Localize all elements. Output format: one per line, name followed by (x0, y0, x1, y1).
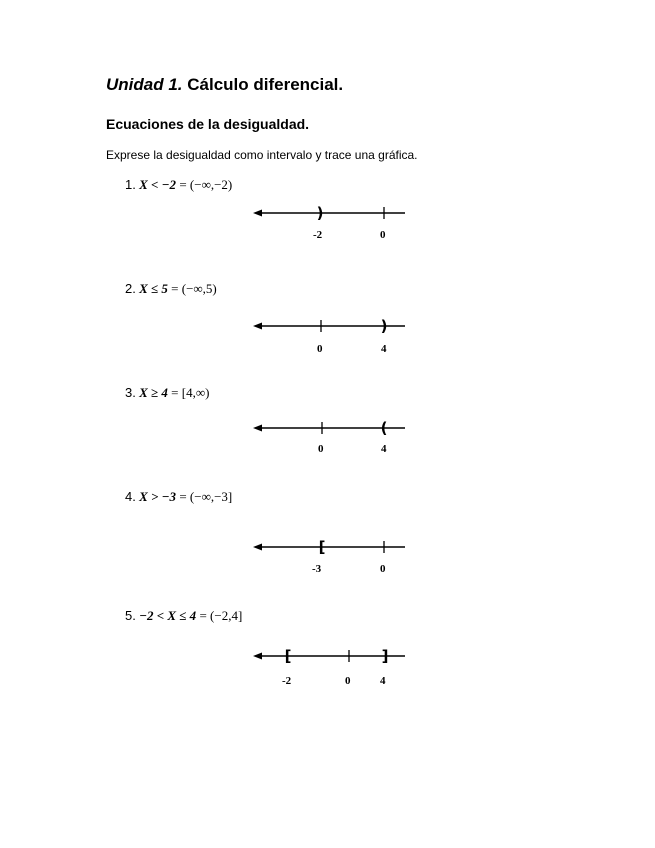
problem-1 (125, 177, 232, 193)
arrow-left-icon (253, 210, 262, 217)
problem-number: 5. (125, 608, 136, 623)
open-paren-endpoint: ) (316, 204, 324, 222)
closed-bracket-endpoint: [ (284, 647, 292, 665)
unit-label: Unidad 1. (106, 75, 183, 94)
problem-3 (125, 385, 209, 401)
problem-inequality: X < −2 (139, 177, 177, 192)
axis-label: -2 (313, 229, 323, 241)
problem-number: 1. (125, 177, 136, 192)
problem-inequality: X > −3 (139, 489, 177, 504)
arrow-left-icon (253, 323, 262, 330)
problem-equals: = (171, 281, 179, 296)
problem-2 (125, 281, 217, 297)
unit-title: Cálculo diferencial. (187, 75, 344, 94)
problem-inequality: −2 < X ≤ 4 (139, 608, 197, 623)
problem-inequality: X ≥ 4 (139, 385, 168, 400)
axis-label: 0 (318, 443, 324, 455)
arrow-left-icon (253, 425, 262, 432)
axis-label: 4 (380, 675, 386, 687)
number-line-3 (250, 415, 410, 445)
problem-interval: (−∞,−2) (189, 177, 233, 192)
number-line-2 (250, 313, 410, 343)
axis-label: 4 (381, 443, 387, 455)
problem-interval: (−∞,5) (181, 281, 217, 296)
section-title: Ecuaciones de la desigualdad. (106, 116, 310, 132)
axis-label: 0 (380, 563, 386, 575)
problem-equals: = (179, 489, 187, 504)
problem-equals: = (171, 385, 179, 400)
closed-bracket-endpoint: ] (381, 647, 389, 665)
axis-label: 0 (317, 343, 323, 355)
problem-interval: [4,∞) (181, 385, 210, 400)
problem-inequality: X ≤ 5 (139, 281, 168, 296)
problem-number: 3. (125, 385, 136, 400)
problem-4 (125, 489, 232, 505)
axis-label: 4 (381, 343, 387, 355)
axis-label: -3 (312, 563, 322, 575)
closed-bracket-endpoint: [ (318, 538, 326, 556)
open-paren-endpoint: ) (380, 317, 388, 335)
axis-label: 0 (345, 675, 351, 687)
instructions: Exprese la desigualdad como intervalo y trace una gráfica. (106, 148, 418, 162)
number-line-5 (250, 643, 410, 673)
open-paren-endpoint: ( (380, 419, 388, 437)
problem-equals: = (179, 177, 187, 192)
problem-equals: = (199, 608, 207, 623)
number-line-4 (250, 534, 410, 564)
arrow-left-icon (253, 653, 262, 660)
number-line-1 (250, 200, 410, 230)
problem-number: 2. (125, 281, 136, 296)
axis-label: 0 (380, 229, 386, 241)
problem-5 (125, 608, 242, 624)
problem-interval: (−2,4] (210, 608, 243, 623)
problem-interval: (−∞,−3] (189, 489, 233, 504)
problem-number: 4. (125, 489, 136, 504)
arrow-left-icon (253, 544, 262, 551)
axis-label: -2 (282, 675, 292, 687)
page-title (106, 75, 343, 95)
